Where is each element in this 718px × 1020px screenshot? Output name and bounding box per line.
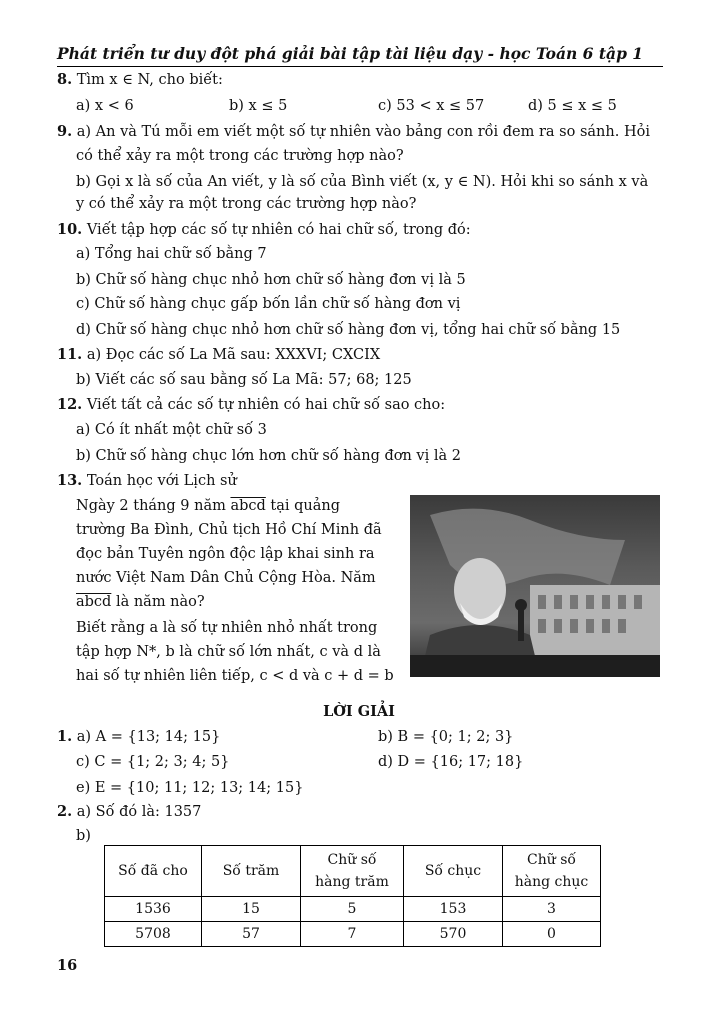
page-header: Phát triển tư duy đột phá giải bài tập tài liệu dạy - học Toán 6 tập 1 bbox=[57, 44, 663, 67]
q8-option-a: a) x < 6 bbox=[76, 98, 134, 114]
question-text: Viết tất cả các số tự nhiên có hai chữ số sao cho: bbox=[86, 397, 446, 413]
q11-option-a: a) Đọc các số La Mã sau: XXXVI; CXCIX bbox=[86, 347, 381, 363]
question-11 bbox=[57, 345, 380, 365]
table-header-row bbox=[105, 846, 601, 897]
table-cell: 7 bbox=[301, 922, 404, 947]
q11-option-b: b) Viết các số sau bằng số La Mã: 57; 68; 125 bbox=[76, 372, 412, 388]
question-number: 11. bbox=[57, 346, 83, 363]
solution-1-d: d) D = {16; 17; 18} bbox=[378, 754, 524, 770]
q13-text: tại quảng bbox=[265, 498, 341, 514]
table-cell: 1536 bbox=[105, 897, 202, 922]
abcd-overline: abcd bbox=[76, 594, 112, 610]
table-cell: 570 bbox=[404, 922, 503, 947]
q12-option-b: b) Chữ số hàng chục lớn hơn chữ số hàng đơn vị là 2 bbox=[76, 448, 461, 464]
table-header-cell: Số đã cho bbox=[105, 846, 202, 897]
question-13 bbox=[57, 471, 237, 491]
page-number: 16 bbox=[57, 957, 78, 974]
question-number: 13. bbox=[57, 472, 83, 489]
solution-1-a bbox=[57, 727, 220, 747]
q10-option-a: a) Tổng hai chữ số bằng 7 bbox=[76, 246, 267, 262]
question-8 bbox=[57, 70, 223, 90]
table-row bbox=[105, 897, 601, 922]
table-cell: 0 bbox=[503, 922, 601, 947]
solution-1-c: c) C = {1; 2; 3; 4; 5} bbox=[76, 754, 230, 770]
q13-line3: đọc bản Tuyên ngôn độc lập khai sinh ra bbox=[76, 546, 375, 562]
question-text: Toán học với Lịch sử bbox=[86, 473, 237, 489]
table-header-cell: Chữ số hàng trăm bbox=[301, 846, 404, 897]
solution-2-a bbox=[57, 802, 201, 822]
q9-b-line2: y có thể xảy ra một trong các trường hợp nào? bbox=[76, 196, 417, 212]
q13-line2: trường Ba Đình, Chủ tịch Hồ Chí Minh đã bbox=[76, 522, 382, 538]
question-number: 10. bbox=[57, 221, 83, 238]
solution-text: a) A = {13; 14; 15} bbox=[76, 729, 221, 745]
table-cell: 57 bbox=[202, 922, 301, 947]
question-9 bbox=[57, 122, 650, 142]
photo-illustration bbox=[410, 495, 660, 677]
q13-line1 bbox=[76, 496, 340, 516]
q10-option-d: d) Chữ số hàng chục nhỏ hơn chữ số hàng đơn vị, tổng hai chữ số bằng 15 bbox=[76, 322, 621, 338]
q10-option-b: b) Chữ số hàng chục nhỏ hơn chữ số hàng đơn vị là 5 bbox=[76, 272, 466, 288]
q13-line8: hai số tự nhiên liên tiếp, c < d và c + d = b bbox=[76, 668, 394, 684]
question-10 bbox=[57, 220, 471, 240]
q9-a-line2: có thể xảy ra một trong các trường hợp nào? bbox=[76, 148, 404, 164]
solution-1-e: e) E = {10; 11; 12; 13; 14; 15} bbox=[76, 780, 304, 796]
table-header-cell: Số chục bbox=[404, 846, 503, 897]
abcd-overline: abcd bbox=[230, 498, 266, 514]
q13-text: là năm nào? bbox=[111, 594, 205, 610]
q13-line7: tập hợp N*, b là chữ số lớn nhất, c và d là bbox=[76, 644, 381, 660]
question-12 bbox=[57, 395, 445, 415]
table-header-cell: Số trăm bbox=[202, 846, 301, 897]
solution-number: 2. bbox=[57, 803, 73, 820]
question-number: 8. bbox=[57, 71, 73, 88]
question-text: Viết tập hợp các số tự nhiên có hai chữ số, trong đó: bbox=[86, 222, 471, 238]
q10-option-c: c) Chữ số hàng chục gấp bốn lần chữ số hàng đơn vị bbox=[76, 296, 461, 312]
table-cell: 3 bbox=[503, 897, 601, 922]
table-cell: 15 bbox=[202, 897, 301, 922]
q13-line4: nước Việt Nam Dân Chủ Cộng Hòa. Năm bbox=[76, 570, 376, 586]
question-number: 9. bbox=[57, 123, 73, 140]
historical-photo bbox=[410, 495, 660, 677]
q9-b-line1: b) Gọi x là số của An viết, y là số của Bình viết (x, y ∈ N). Hỏi khi so sánh x và bbox=[76, 174, 649, 190]
q13-line6: Biết rằng a là số tự nhiên nhỏ nhất trong bbox=[76, 620, 378, 636]
solution-text: a) Số đó là: 1357 bbox=[76, 804, 202, 820]
question-text: Tìm x ∈ N, cho biết: bbox=[76, 72, 223, 88]
q13-line5 bbox=[76, 592, 205, 612]
q8-option-c: c) 53 < x ≤ 57 bbox=[378, 98, 485, 114]
digits-table bbox=[104, 845, 601, 947]
solution-title: LỜI GIẢI bbox=[323, 703, 395, 720]
table-cell: 5708 bbox=[105, 922, 202, 947]
table-row bbox=[105, 922, 601, 947]
question-number: 12. bbox=[57, 396, 83, 413]
q12-option-a: a) Có ít nhất một chữ số 3 bbox=[76, 422, 267, 438]
table-header-cell: Chữ số hàng chục bbox=[503, 846, 601, 897]
q8-option-d: d) 5 ≤ x ≤ 5 bbox=[528, 98, 617, 114]
q9-a-line1: a) An và Tú mỗi em viết một số tự nhiên vào bảng con rồi đem ra so sánh. Hỏi bbox=[76, 124, 650, 140]
solution-2-b: b) bbox=[76, 828, 91, 844]
solution-number: 1. bbox=[57, 728, 73, 745]
table-cell: 153 bbox=[404, 897, 503, 922]
q8-option-b: b) x ≤ 5 bbox=[229, 98, 288, 114]
q13-text: Ngày 2 tháng 9 năm bbox=[76, 498, 231, 514]
solution-1-b: b) B = {0; 1; 2; 3} bbox=[378, 729, 514, 745]
table-cell: 5 bbox=[301, 897, 404, 922]
